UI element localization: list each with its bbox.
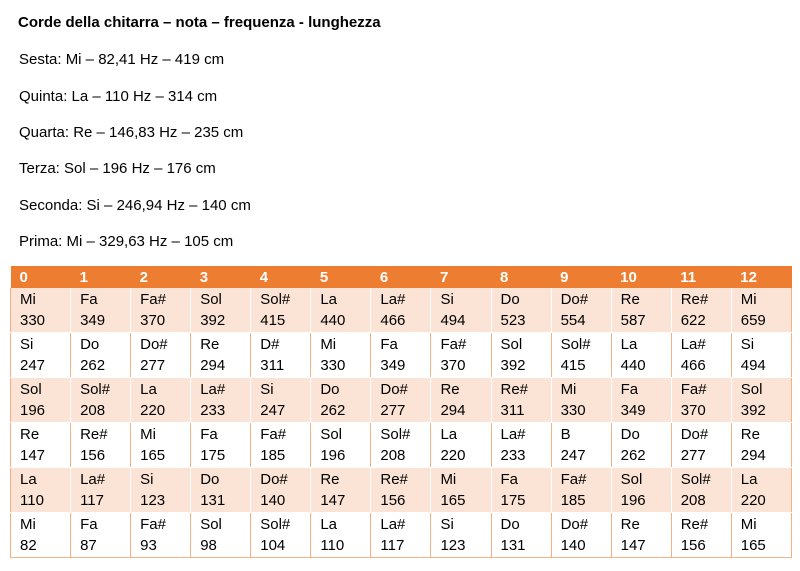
table-cell <box>311 423 371 468</box>
note-frequency: 123 <box>140 492 166 509</box>
table-cell <box>731 288 791 333</box>
note-name: Fa# <box>560 471 587 488</box>
note-frequency: 392 <box>740 402 766 419</box>
note-name: Mi <box>440 471 457 488</box>
note-name: La# <box>200 381 226 398</box>
note-name: La <box>620 336 638 353</box>
table-cell <box>191 288 251 333</box>
note-frequency: 311 <box>500 402 525 419</box>
note-name: Sol# <box>80 381 111 398</box>
note-name: Sol# <box>260 516 291 533</box>
column-header-fret-6: 6 <box>371 266 431 288</box>
note-name: Mi <box>20 291 36 308</box>
note-frequency: 587 <box>620 312 646 329</box>
note-name: Fa <box>200 426 218 443</box>
note-name: Si <box>740 336 755 353</box>
table-cell <box>131 423 191 468</box>
string-line-first: Prima: Mi – 329,63 Hz – 105 cm <box>19 233 234 250</box>
note-frequency: 294 <box>440 402 466 419</box>
table-cell <box>491 513 551 558</box>
note-name: Sol <box>620 471 643 488</box>
table-cell <box>191 468 251 513</box>
note-frequency: 233 <box>200 402 226 419</box>
table-cell <box>131 513 191 558</box>
note-name: Sol <box>200 516 222 533</box>
table-cell <box>551 378 611 423</box>
table-cell <box>551 288 611 333</box>
note-frequency: 175 <box>500 492 526 509</box>
table-cell <box>71 468 131 513</box>
note-frequency: 277 <box>380 402 406 419</box>
note-name: Sol <box>740 381 763 398</box>
note-frequency: 311 <box>260 357 285 374</box>
note-frequency: 117 <box>80 492 104 509</box>
table-cell <box>551 333 611 378</box>
note-name: La <box>320 291 337 308</box>
note-frequency: 415 <box>260 312 286 329</box>
table-cell <box>431 468 491 513</box>
string-line-fifth: Quinta: La – 110 Hz – 314 cm <box>19 88 218 105</box>
note-frequency: 392 <box>500 357 526 374</box>
note-frequency: 262 <box>320 402 346 419</box>
fret-frequency-table <box>10 266 792 558</box>
note-frequency: 440 <box>620 357 646 374</box>
table-cell <box>191 378 251 423</box>
note-frequency: 277 <box>140 357 166 374</box>
note-frequency: 330 <box>560 402 586 419</box>
note-frequency: 370 <box>440 357 466 374</box>
note-frequency: 523 <box>500 312 526 329</box>
note-frequency: 82 <box>20 537 37 554</box>
column-header-fret-10: 10 <box>611 266 671 288</box>
note-frequency: 185 <box>260 447 286 464</box>
column-header-fret-0: 0 <box>11 266 71 288</box>
note-frequency: 147 <box>320 492 346 509</box>
note-frequency: 165 <box>440 492 466 509</box>
table-cell <box>71 423 131 468</box>
note-name: Mi <box>740 291 757 308</box>
note-name: Fa# <box>140 516 166 533</box>
note-name: La# <box>500 426 526 443</box>
note-name: Fa# <box>680 381 707 398</box>
note-name: Re <box>440 381 460 398</box>
note-frequency: 123 <box>440 537 466 554</box>
note-frequency: 196 <box>620 492 646 509</box>
table-cell <box>11 288 71 333</box>
note-name: Sol <box>320 426 342 443</box>
note-name: Mi <box>140 426 156 443</box>
note-frequency: 247 <box>20 357 46 374</box>
note-frequency: 247 <box>260 402 286 419</box>
note-frequency: 147 <box>620 537 646 554</box>
note-frequency: 349 <box>620 402 646 419</box>
note-name: Re# <box>680 291 709 308</box>
note-frequency: 104 <box>260 537 286 554</box>
table-cell <box>251 378 311 423</box>
string-line-third: Terza: Sol – 196 Hz – 176 cm <box>19 160 216 177</box>
note-name: Do <box>80 336 100 353</box>
note-frequency: 494 <box>740 357 766 374</box>
string-line-fourth: Quarta: Re – 146,83 Hz – 235 cm <box>19 124 244 141</box>
note-frequency: 156 <box>680 537 706 554</box>
table-cell <box>731 378 791 423</box>
table-row <box>11 333 792 378</box>
table-cell <box>731 513 791 558</box>
column-header-fret-5: 5 <box>311 266 371 288</box>
note-name: Si <box>140 471 154 488</box>
note-name: Re# <box>500 381 529 398</box>
note-name: Fa <box>80 291 98 308</box>
note-name: Fa# <box>440 336 467 353</box>
table-cell <box>551 423 611 468</box>
note-frequency: 220 <box>440 447 466 464</box>
note-name: La# <box>80 471 106 488</box>
note-frequency: 330 <box>20 312 46 329</box>
note-name: Sol# <box>680 471 711 488</box>
table-cell <box>311 288 371 333</box>
table-cell <box>491 333 551 378</box>
note-name: Si <box>440 516 454 533</box>
note-name: Sol# <box>380 426 411 443</box>
note-name: Re <box>740 426 760 443</box>
note-frequency: 494 <box>440 312 466 329</box>
table-cell <box>251 468 311 513</box>
table-cell <box>11 333 71 378</box>
table-cell <box>431 423 491 468</box>
table-cell <box>491 468 551 513</box>
column-header-fret-7: 7 <box>431 266 491 288</box>
table-cell <box>311 378 371 423</box>
note-name: Sol <box>200 291 222 308</box>
note-frequency: 370 <box>140 312 166 329</box>
note-name: Fa <box>380 336 398 353</box>
note-frequency: 466 <box>380 312 406 329</box>
note-frequency: 349 <box>380 357 406 374</box>
note-name: Fa# <box>140 291 166 308</box>
note-name: La# <box>380 291 406 308</box>
table-cell <box>311 468 371 513</box>
note-name: Si <box>440 291 454 308</box>
note-name: Do <box>620 426 640 443</box>
note-name: B <box>560 426 571 443</box>
table-cell <box>131 378 191 423</box>
note-name: La# <box>680 336 706 353</box>
string-line-sixth: Sesta: Mi – 82,41 Hz – 419 cm <box>19 51 225 68</box>
table-cell <box>11 468 71 513</box>
note-name: Re# <box>80 426 108 443</box>
note-frequency: 659 <box>740 312 766 329</box>
note-frequency: 117 <box>380 537 405 554</box>
table-cell <box>671 423 731 468</box>
table-row <box>11 288 792 333</box>
table-cell <box>671 468 731 513</box>
note-name: La <box>440 426 458 443</box>
note-frequency: 140 <box>560 537 586 554</box>
note-frequency: 330 <box>320 357 346 374</box>
table-cell <box>611 468 671 513</box>
table-cell <box>551 468 611 513</box>
column-header-fret-2: 2 <box>131 266 191 288</box>
table-cell <box>731 468 791 513</box>
table-cell <box>431 513 491 558</box>
table-cell <box>671 378 731 423</box>
table-cell <box>71 378 131 423</box>
note-frequency: 294 <box>740 447 766 464</box>
note-frequency: 349 <box>80 312 106 329</box>
note-frequency: 196 <box>20 402 46 419</box>
note-frequency: 440 <box>320 312 346 329</box>
note-name: Fa# <box>260 426 287 443</box>
note-frequency: 415 <box>560 357 586 374</box>
table-header-row <box>11 266 792 288</box>
table-row <box>11 468 792 513</box>
table-cell <box>131 333 191 378</box>
note-name: D# <box>260 336 280 353</box>
column-header-fret-8: 8 <box>491 266 551 288</box>
note-name: Sol <box>20 381 42 398</box>
note-name: Si <box>260 381 274 398</box>
note-name: Re <box>620 291 640 308</box>
table-cell <box>251 513 311 558</box>
note-frequency: 277 <box>680 447 706 464</box>
table-cell <box>71 333 131 378</box>
column-header-fret-11: 11 <box>671 266 731 288</box>
note-frequency: 622 <box>680 312 706 329</box>
note-frequency: 156 <box>380 492 406 509</box>
table-cell <box>371 333 431 378</box>
note-name: Sol <box>500 336 523 353</box>
note-name: Do# <box>140 336 168 353</box>
note-name: Re <box>320 471 340 488</box>
note-frequency: 233 <box>500 447 526 464</box>
table-body <box>11 288 792 558</box>
note-frequency: 165 <box>740 537 766 554</box>
table-row <box>11 378 792 423</box>
table-cell <box>611 288 671 333</box>
note-frequency: 466 <box>680 357 706 374</box>
table-cell <box>131 468 191 513</box>
table-cell <box>431 378 491 423</box>
column-header-fret-12: 12 <box>731 266 791 288</box>
note-name: Fa <box>500 471 519 488</box>
table-cell <box>311 513 371 558</box>
table-cell <box>251 333 311 378</box>
note-name: Mi <box>740 516 757 533</box>
table-cell <box>11 513 71 558</box>
note-frequency: 370 <box>680 402 706 419</box>
note-frequency: 110 <box>320 537 345 554</box>
note-name: Do# <box>560 291 589 308</box>
note-name: La <box>320 516 337 533</box>
note-frequency: 131 <box>200 492 226 509</box>
note-name: Do <box>200 471 220 488</box>
note-frequency: 110 <box>20 492 44 509</box>
note-frequency: 392 <box>200 312 226 329</box>
table-cell <box>371 378 431 423</box>
table-cell <box>191 423 251 468</box>
note-frequency: 262 <box>620 447 646 464</box>
table-cell <box>251 288 311 333</box>
note-name: Mi <box>20 516 36 533</box>
note-name: Do# <box>260 471 288 488</box>
note-name: Re <box>620 516 640 533</box>
note-frequency: 147 <box>20 447 46 464</box>
note-name: Si <box>20 336 34 353</box>
table-row <box>11 423 792 468</box>
table-cell <box>251 423 311 468</box>
table-cell <box>371 513 431 558</box>
table-cell <box>551 513 611 558</box>
note-name: Do <box>320 381 340 398</box>
note-frequency: 208 <box>80 402 106 419</box>
column-header-fret-4: 4 <box>251 266 311 288</box>
note-name: Fa <box>620 381 639 398</box>
table-cell <box>671 513 731 558</box>
table-row <box>11 513 792 558</box>
column-header-fret-3: 3 <box>191 266 251 288</box>
table-cell <box>11 378 71 423</box>
note-name: La <box>140 381 157 398</box>
note-frequency: 208 <box>680 492 706 509</box>
note-name: Do <box>500 516 520 533</box>
note-name: Re# <box>380 471 408 488</box>
note-frequency: 131 <box>500 537 526 554</box>
note-frequency: 196 <box>320 447 346 464</box>
table-cell <box>371 288 431 333</box>
note-frequency: 554 <box>560 312 586 329</box>
note-frequency: 208 <box>380 447 406 464</box>
table-cell <box>431 288 491 333</box>
note-frequency: 185 <box>560 492 586 509</box>
note-frequency: 98 <box>200 537 217 554</box>
note-name: La# <box>380 516 406 533</box>
table-cell <box>491 423 551 468</box>
string-line-second: Seconda: Si – 246,94 Hz – 140 cm <box>19 197 251 214</box>
page-title: Corde della chitarra – nota – frequenza - lunghezza <box>18 14 381 31</box>
note-frequency: 294 <box>200 357 226 374</box>
note-frequency: 175 <box>200 447 226 464</box>
note-frequency: 165 <box>140 447 166 464</box>
note-name: Do# <box>380 381 408 398</box>
note-frequency: 156 <box>80 447 106 464</box>
note-name: Sol# <box>260 291 291 308</box>
table-cell <box>371 468 431 513</box>
note-name: Re <box>200 336 220 353</box>
table-cell <box>71 288 131 333</box>
table-cell <box>671 288 731 333</box>
table-cell <box>731 333 791 378</box>
note-name: Re# <box>680 516 709 533</box>
table-cell <box>611 513 671 558</box>
note-name: Mi <box>320 336 337 353</box>
table-cell <box>491 288 551 333</box>
table-cell <box>731 423 791 468</box>
note-frequency: 87 <box>80 537 97 554</box>
note-frequency: 247 <box>560 447 586 464</box>
table-cell <box>191 333 251 378</box>
note-name: Re <box>20 426 40 443</box>
note-name: Fa <box>80 516 98 533</box>
table-cell <box>131 288 191 333</box>
table-cell <box>191 513 251 558</box>
note-name: Sol# <box>560 336 591 353</box>
table-cell <box>431 333 491 378</box>
note-name: Do# <box>560 516 589 533</box>
table-cell <box>491 378 551 423</box>
table-cell <box>11 423 71 468</box>
note-name: Mi <box>560 381 577 398</box>
note-frequency: 220 <box>740 492 766 509</box>
table-cell <box>611 378 671 423</box>
table-cell <box>371 423 431 468</box>
column-header-fret-1: 1 <box>71 266 131 288</box>
table-cell <box>611 333 671 378</box>
note-frequency: 262 <box>80 357 106 374</box>
note-name: Do# <box>680 426 709 443</box>
note-frequency: 93 <box>140 537 157 554</box>
note-name: La <box>20 471 37 488</box>
table-cell <box>71 513 131 558</box>
note-frequency: 140 <box>260 492 286 509</box>
table-cell <box>671 333 731 378</box>
note-frequency: 220 <box>140 402 166 419</box>
note-name: La <box>740 471 758 488</box>
column-header-fret-9: 9 <box>551 266 611 288</box>
note-name: Do <box>500 291 520 308</box>
table-cell <box>611 423 671 468</box>
table-cell <box>311 333 371 378</box>
